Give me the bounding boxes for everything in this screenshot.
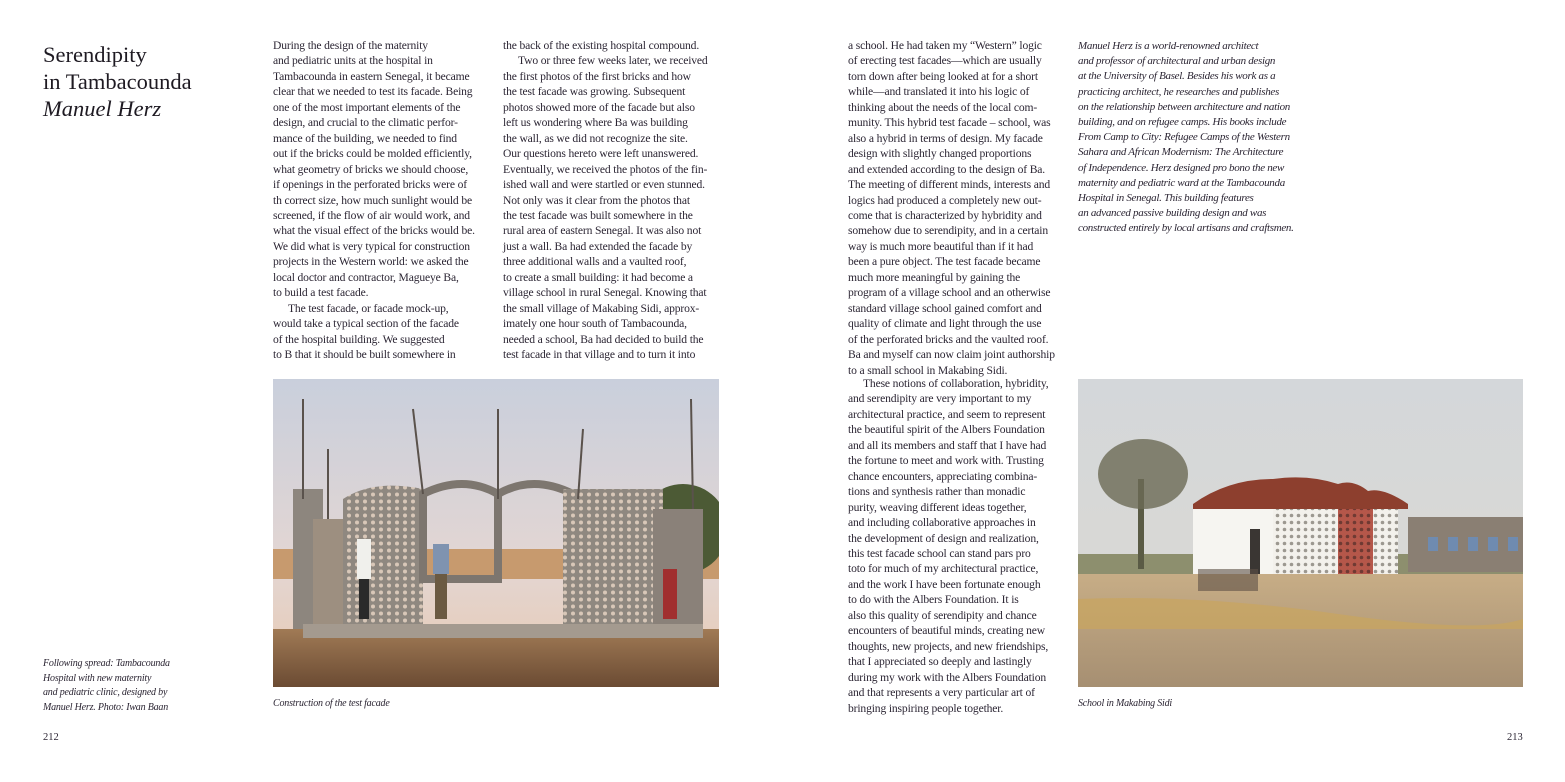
text-line: the fortune to meet and work with. Trusting (848, 454, 1044, 468)
text-line: to create a small building: it had become a (503, 270, 693, 284)
text-line: toto for much of my architectural practice, (848, 562, 1039, 576)
text-line: at the University of Basel. Besides his work as a (1078, 70, 1276, 83)
text-line: thoughts, new projects, and new friendships, (848, 639, 1049, 653)
text-line: purity, weaving different ideas together, (848, 500, 1027, 514)
text-line: to build a test facade. (273, 286, 369, 300)
text-line: Eventually, we received the photos of the fin- (503, 162, 708, 176)
text-line: munity. This hybrid test facade – school, was (848, 116, 1051, 130)
author-name: Manuel Herz (43, 96, 162, 121)
text-line: of the perforated bricks and the vaulted roof. (848, 332, 1049, 346)
text-line: encounters of beautiful minds, creating new (848, 624, 1046, 638)
text-line: what geometry of bricks we should choose, (273, 162, 469, 176)
text-line: the small village of Makabing Sidi, approx- (503, 301, 700, 315)
text-line: needed a school, Ba had decided to build the (503, 332, 704, 346)
text-line: During the design of the maternity (273, 39, 428, 52)
photo-test-facade-construction (273, 379, 719, 687)
text-line: and extended according to the design of Ba. (848, 162, 1046, 176)
text-line: the back of the existing hospital compound. (503, 39, 700, 52)
caption-line: Hospital with new maternity (43, 672, 152, 684)
text-line: and the work I have been fortunate enough (848, 577, 1041, 591)
text-line: constructed entirely by local artisans and craftsmen. (1078, 222, 1294, 235)
text-line: way is much more beautiful than if it had (848, 239, 1034, 253)
text-line: this test facade school can stand pars pro (848, 546, 1031, 560)
text-line: and serendipity are very important to my (848, 392, 1032, 406)
text-line: maternity and pediatric ward at the Tambacounda (1078, 176, 1285, 189)
text-line: clear that we needed to test its facade. Being (273, 85, 473, 99)
photo-caption-school: School in Makabing Sidi (1078, 698, 1172, 709)
text-line: and pediatric units at the hospital in (273, 54, 433, 68)
text-line: and professor of architectural and urban design (1078, 55, 1276, 68)
text-line: bringing inspiring people together. (848, 701, 1004, 715)
text-line: and all its members and staff that I have had (848, 438, 1047, 452)
author-bio (1078, 39, 1294, 237)
text-line: Tambacounda in eastern Senegal, it became (273, 69, 470, 83)
text-line: torn down after being looked at for a short (848, 69, 1038, 83)
text-line: during my work with the Albers Foundation (848, 670, 1047, 684)
text-line: Manuel Herz is a world-renowned architect (1078, 40, 1259, 52)
text-line: to B that it should be built somewhere in (273, 348, 456, 362)
text-line: and that represents a very particular art of (848, 686, 1035, 700)
text-line: come that is characterized by hybridity and (848, 208, 1042, 222)
text-line: standard village school gained comfort and (848, 301, 1042, 315)
text-line: chance encounters, appreciating combina- (848, 469, 1038, 483)
text-line: one of the most important elements of the (273, 100, 461, 114)
body-column-1 (273, 38, 475, 363)
body-column-3 (848, 38, 1055, 378)
text-line: th correct size, how much sunlight would be (273, 193, 472, 207)
text-line: We did what is very typical for construction (273, 239, 470, 253)
text-line: the first photos of the first bricks and how (503, 69, 691, 83)
text-line: ished wall and were startled or even stunned. (503, 178, 705, 192)
title-line: Serendipity (43, 42, 147, 67)
photo-caption-test-facade: Construction of the test facade (273, 698, 390, 709)
text-line: just a wall. Ba had extended the facade by (503, 239, 693, 253)
article-title (43, 41, 192, 122)
text-line: Ba and myself can now claim joint authorship (848, 348, 1055, 362)
text-line: the wall, as we did not recognize the site. (503, 131, 688, 145)
text-line: and including collaborative approaches in (848, 516, 1036, 530)
text-line: The test facade, or facade mock-up, (288, 301, 449, 315)
text-line: would take a typical section of the facade (273, 317, 459, 331)
text-line: to a small school in Makabing Sidi. (848, 363, 1008, 377)
text-line: rural area of eastern Senegal. It was also not (503, 224, 702, 238)
text-line: village school in rural Senegal. Knowing that (503, 286, 707, 300)
text-line: projects in the Western world: we asked the (273, 255, 469, 269)
text-line: to do with the Albers Foundation. It is (848, 593, 1019, 607)
caption-line: and pediatric clinic, designed by (43, 687, 168, 698)
caption-line: Following spread: Tambacounda (43, 658, 170, 669)
text-line: on the relationship between architecture and nation (1078, 100, 1290, 113)
text-line: been a pure object. The test facade became (848, 255, 1041, 269)
caption-line: Manuel Herz. Photo: Iwan Baan (43, 701, 169, 713)
text-line: imately one hour south of Tambacounda, (503, 317, 687, 331)
text-line: architectural practice, and seem to represent (848, 407, 1046, 421)
text-line: program of a village school and an otherwise (848, 286, 1051, 300)
text-line: an advanced passive building design and was (1078, 207, 1267, 220)
text-line: mance of the building, we needed to find (273, 131, 457, 145)
text-line: of erecting test facades—which are usually (848, 54, 1042, 68)
text-line: also a hybrid in terms of design. My facade (848, 131, 1043, 145)
text-line: the development of design and realization, (848, 531, 1039, 545)
text-line: what the visual effect of the bricks would be. (273, 224, 475, 238)
text-line: Our questions hereto were left unanswered. (503, 147, 699, 161)
text-line: Two or three few weeks later, we received (518, 54, 708, 68)
text-line: Sahara and African Modernism: The Architecture (1078, 146, 1284, 159)
text-line: design with slightly changed proportions (848, 147, 1032, 161)
body-column-3-continued (848, 376, 1049, 716)
text-line: screened, if the flow of air would work, and (273, 208, 470, 222)
title-line: in Tambacounda (43, 69, 192, 94)
text-line: design, and crucial to the climatic perfor- (273, 116, 458, 130)
text-line: practicing architect, he researches and publishes (1078, 85, 1279, 98)
text-line: Hospital in Senegal. This building features (1078, 192, 1254, 205)
text-line: quality of climate and light through the use (848, 317, 1042, 331)
text-line: a school. He had taken my “Western” logic (848, 39, 1042, 52)
text-line: also this quality of serendipity and chance (848, 608, 1037, 622)
text-line: Not only was it clear from the photos that (503, 193, 690, 207)
text-line: local doctor and contractor, Magueye Ba, (273, 270, 459, 284)
text-line: logics had produced a completely new out- (848, 193, 1042, 207)
page-number-left: 212 (43, 732, 59, 743)
text-line: tions and synthesis rather than monadic (848, 485, 1026, 499)
photo-school-makabing-sidi (1078, 379, 1523, 687)
text-line: photos showed more of the facade but also (503, 100, 695, 114)
text-line: much more meaningful by gaining the (848, 270, 1021, 284)
text-line: that I appreciated so deeply and lastingly (848, 655, 1032, 669)
text-line: These notions of collaboration, hybridity, (863, 377, 1049, 390)
text-line: out if the bricks could be molded efficiently, (273, 147, 472, 161)
text-line: building, and on refugee camps. His books include (1078, 116, 1287, 129)
text-line: of Independence. Herz designed pro bono the new (1078, 161, 1285, 174)
text-line: the test facade was growing. Subsequent (503, 85, 686, 99)
body-column-2 (503, 38, 708, 363)
text-line: of the hospital building. We suggested (273, 332, 445, 346)
text-line: the beautiful spirit of the Albers Foundation (848, 423, 1045, 437)
text-line: The meeting of different minds, interests and (848, 178, 1050, 192)
text-line: somehow due to serendipity, and in a certain (848, 224, 1048, 238)
text-line: From Camp to City: Refugee Camps of the Western (1078, 131, 1290, 144)
text-line: test facade in that village and to turn it into (503, 348, 696, 362)
text-line: if openings in the perforated bricks were of (273, 178, 467, 192)
following-spread-caption (43, 657, 170, 715)
text-line: three additional walls and a vaulted roof, (503, 255, 687, 269)
text-line: thinking about the needs of the local com- (848, 100, 1038, 114)
page-number-right: 213 (1507, 732, 1523, 743)
text-line: while—and translated it into his logic of (848, 85, 1030, 99)
text-line: the test facade was built somewhere in the (503, 208, 693, 222)
text-line: left us wondering where Ba was building (503, 116, 688, 130)
